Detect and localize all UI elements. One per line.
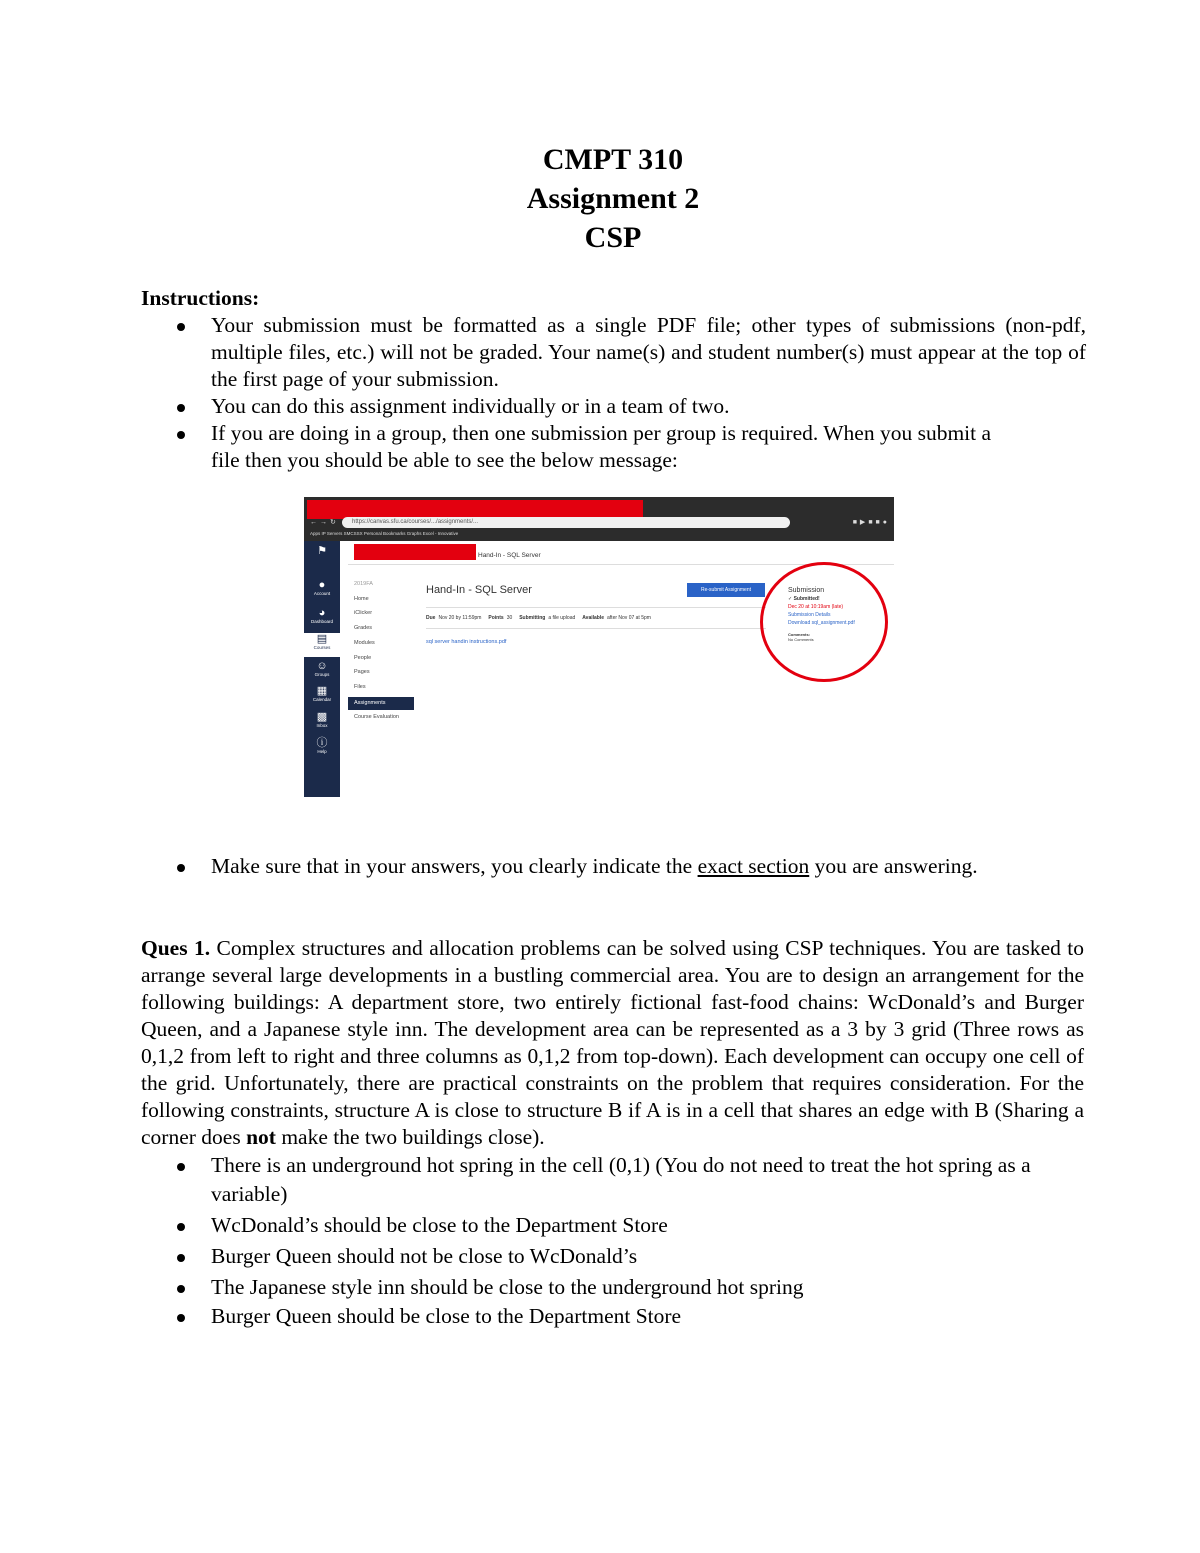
- browser-nav-icons: ←→↻: [310, 519, 339, 526]
- bullet-icon: [177, 1163, 185, 1171]
- sidebar-item-courses: ▤ Courses: [304, 633, 340, 657]
- sidebar-item-groups: ☺ Groups: [304, 660, 340, 677]
- underlined-phrase: exact section: [697, 854, 810, 878]
- list-item: Make sure that in your answers, you clearly indicate the exact section you are answering.: [141, 853, 1086, 880]
- comments-value: No Comments: [788, 637, 814, 642]
- course-nav-pages: Pages: [354, 669, 370, 675]
- assignment-meta: Due Nov 20 by 11:59pm Points 30 Submitting a file upload Available after Nov 07 at 5pm: [426, 615, 651, 621]
- instructions-list: [141, 312, 1086, 474]
- submission-panel: [788, 587, 855, 642]
- redaction-box: [354, 544, 476, 560]
- submission-screenshot: [304, 497, 894, 797]
- course-code: CMPT 310: [542, 143, 684, 176]
- course-nav-people: People: [354, 655, 372, 661]
- inbox-icon: ▩: [316, 711, 328, 723]
- title-block: [0, 140, 1200, 257]
- instructions-file-link: sql server handin instructions.pdf: [426, 639, 507, 645]
- comments-label: Comments:: [788, 632, 811, 637]
- courses-icon: ▤: [316, 633, 328, 645]
- submission-date: Dec 20 at 10:19am (late): [788, 604, 844, 610]
- course-nav-evaluation: Course Evaluation: [354, 714, 399, 720]
- question-1-text: Ques 1. Complex structures and allocation problems can be solved using CSP techniques. You are tasked to arrange several large developments in a bustling commercial area. You are to design an arrangement for the following buildings: A department store, two entirely fictional fast-food chains: WcDonald’s and Burger Queen, and a Japanese style inn. The development area can be represented as a 3 by 3 grid (Three rows as 0,1,2 from left to right and three columns as 0,1,2 from top-down). Each development can occupy one cell of the grid. Unfortunately, there are practical constraints on the problem that requires consideration. For the following constraints, structure A is close to structure B if A is in a cell that shares an edge with B (Sharing a corner does not make the two buildings close).: [141, 936, 1085, 1149]
- bullet-icon: [177, 1285, 185, 1293]
- course-nav-assignments: Assignments: [348, 697, 414, 710]
- list-item: Burger Queen should not be close to WcDonald’s: [141, 1242, 1084, 1271]
- list-item: [141, 312, 1086, 393]
- question-1-section: [141, 935, 1084, 1331]
- help-icon: ⓘ: [316, 737, 328, 749]
- sidebar-item-calendar: ▦ Calendar: [304, 685, 340, 702]
- list-item: WcDonald’s should be close to the Department Store: [141, 1211, 1084, 1240]
- course-nav-grades: Grades: [354, 625, 373, 631]
- sidebar-item-inbox: ▩ Inbox: [304, 711, 340, 728]
- divider: [426, 607, 766, 608]
- constraints-list: [141, 1151, 1084, 1331]
- list-item-text: You can do this assignment individually or in a team of two.: [211, 394, 730, 418]
- course-nav-modules: Modules: [354, 640, 375, 646]
- bullet-icon: [177, 864, 185, 872]
- download-link: Download sql_assignment.pdf: [788, 620, 855, 626]
- university-logo-icon: ⚑: [317, 545, 327, 557]
- course-nav-files: Files: [354, 684, 366, 690]
- list-item: Burger Queen should be close to the Department Store: [141, 1302, 1084, 1331]
- list-item-text: If you are doing in a group, then one submission per group is required. When you submit a file then you should be able to see the below message:: [211, 421, 992, 472]
- bullet-icon: [177, 431, 185, 439]
- calendar-icon: ▦: [316, 685, 328, 697]
- assignment-topic: CSP: [584, 221, 642, 254]
- submission-status: ✓ Submitted!: [788, 596, 820, 602]
- list-item: The Japanese style inn should be close to the underground hot spring: [141, 1273, 1084, 1302]
- question-label: Ques 1.: [141, 936, 211, 960]
- bullet-icon: [177, 1223, 185, 1231]
- course-nav-iclicker: iClicker: [354, 610, 373, 616]
- sidebar-item-account: ● Account: [304, 579, 340, 596]
- bullet-icon: [177, 1254, 185, 1262]
- list-item-text: Your submission must be formatted as a single PDF file; other types of submissions (non-pdf, multiple files, etc.) will not be graded. Your name(s) and student number(s) must appear at the top of the first page of your submission.: [211, 313, 1086, 391]
- breadcrumb: Hand-In - SQL Server: [478, 552, 541, 559]
- bullet-icon: [177, 1314, 185, 1322]
- assignment-heading: Hand-In - SQL Server: [426, 584, 532, 596]
- sidebar-item-dashboard: ◕ Dashboard: [304, 607, 340, 624]
- instructions-heading: Instructions:: [141, 286, 260, 310]
- list-item: [141, 393, 1086, 420]
- list-item: There is an underground hot spring in the cell (0,1) (You do not need to treat the hot spring as a variable): [141, 1151, 1084, 1209]
- bullet-icon: [177, 404, 185, 412]
- account-icon: ●: [318, 579, 326, 591]
- assignment-title: Assignment 2: [526, 182, 700, 215]
- bookmarks-bar: Apps IP Servers SMCSSX Personal Bookmarks Graphs Excel - Innovative: [310, 531, 459, 536]
- resubmit-button: Re-submit Assignment: [687, 583, 765, 597]
- address-text: https://canvas.sfu.ca/courses/.../assignments/...: [352, 519, 479, 525]
- instructions-section: [141, 284, 1086, 474]
- check-icon: ✓: [788, 596, 793, 602]
- address-bar: [342, 517, 790, 528]
- instructions-final-item: [141, 853, 1086, 880]
- course-nav-home: Home: [354, 596, 369, 602]
- divider: [426, 628, 766, 629]
- browser-extension-icons: ■▶■■●: [852, 519, 890, 526]
- groups-icon: ☺: [316, 660, 328, 672]
- sidebar-item-help: ⓘ Help: [304, 737, 340, 754]
- course-nav-term: 2019FA: [354, 581, 373, 587]
- dashboard-icon: ◕: [318, 607, 326, 619]
- bullet-icon: [177, 323, 185, 331]
- list-item: [141, 420, 1086, 474]
- submission-details-link: Submission Details: [788, 612, 831, 618]
- submission-heading: Submission: [788, 587, 825, 594]
